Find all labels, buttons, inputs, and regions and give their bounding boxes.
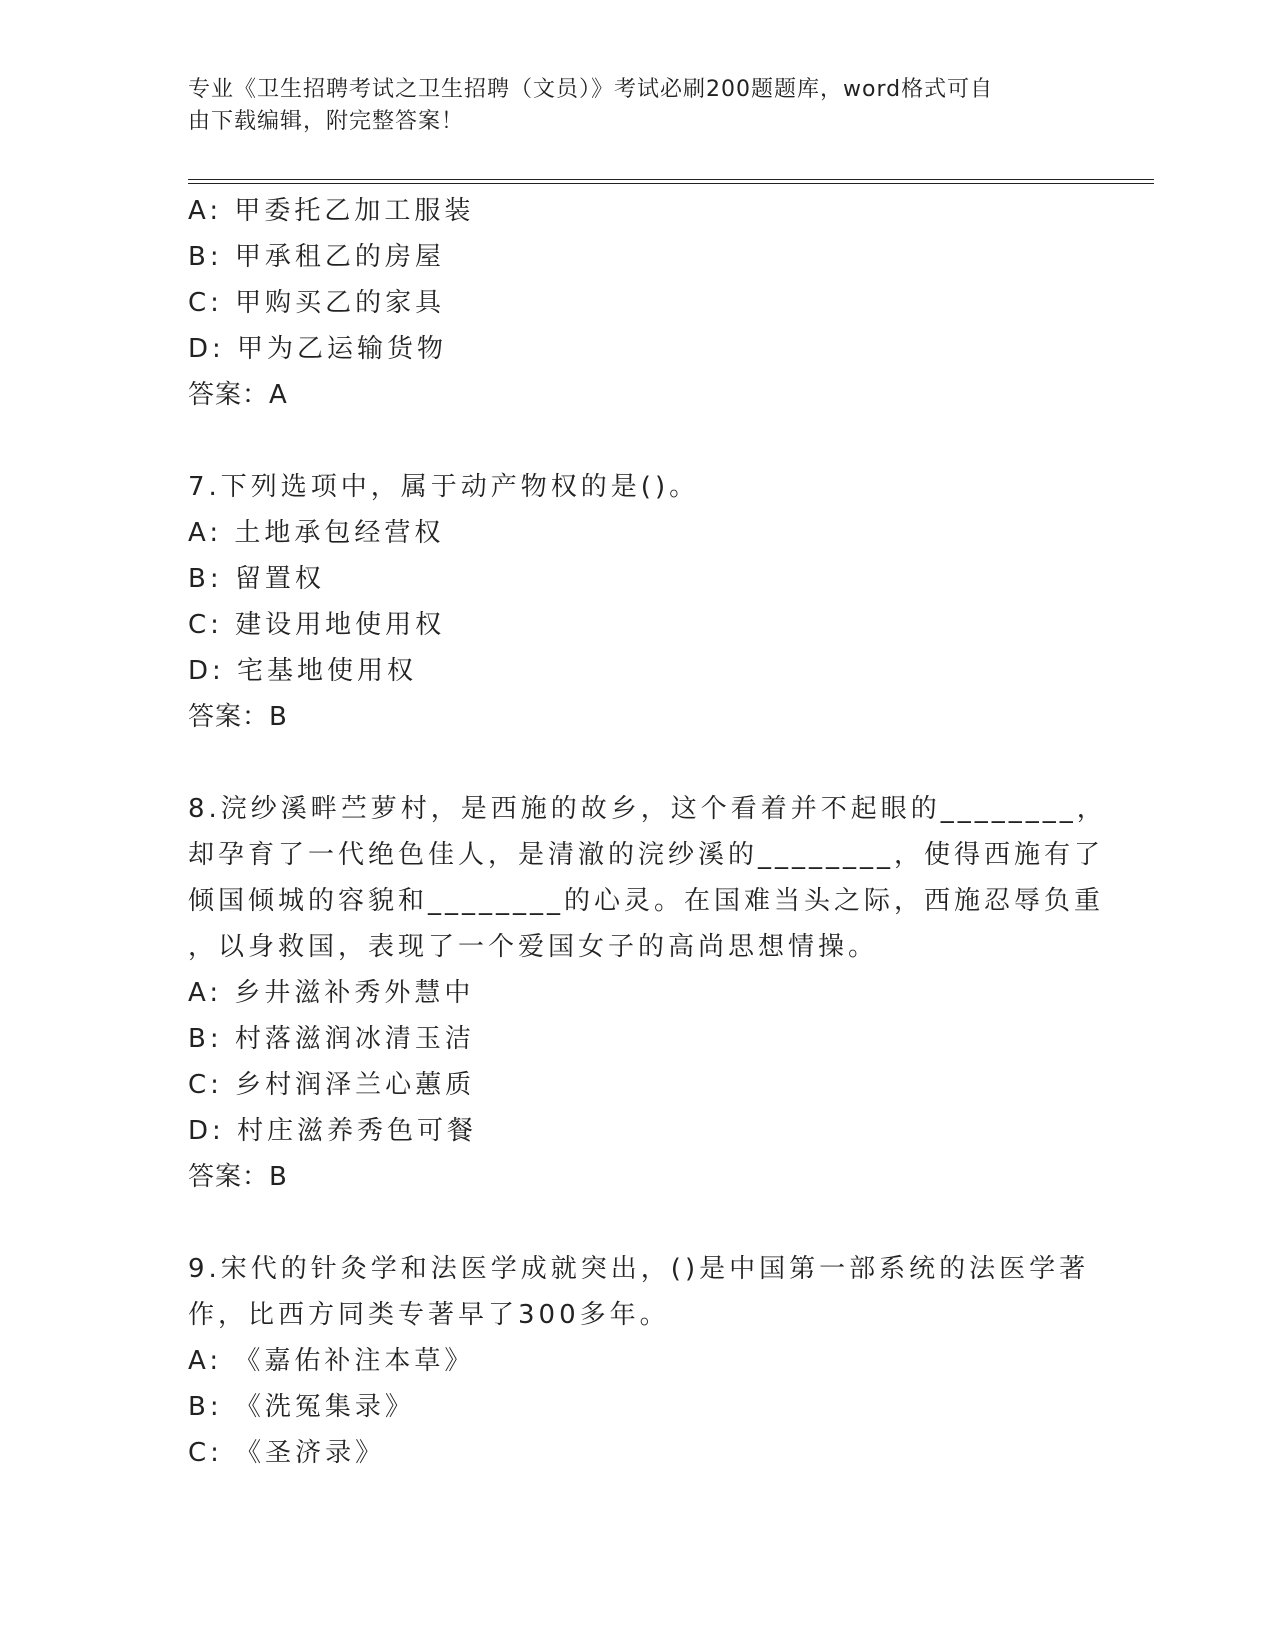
option-d: D: 宅基地使用权 xyxy=(188,656,418,686)
option-c: C: 建设用地使用权 xyxy=(188,610,446,640)
question-stem-line: 倾国倾城的容貌和________的心灵。在国难当头之际，西施忍辱负重 xyxy=(188,886,1105,916)
header-rule-bottom xyxy=(188,183,1154,184)
option-b: B: 村落滋润冰清玉洁 xyxy=(188,1024,475,1054)
answer-line: 答案：A xyxy=(188,380,288,410)
option-a: A: 《嘉佑补注本草》 xyxy=(188,1346,475,1376)
question-8 xyxy=(188,786,1107,1200)
option-b: B: 甲承租乙的房屋 xyxy=(188,242,445,272)
spacer xyxy=(188,418,1068,464)
question-stem-line: ，以身救国，表现了一个爱国女子的高尚思想情操。 xyxy=(188,932,879,962)
option-d: D: 甲为乙运输货物 xyxy=(188,334,448,364)
option-b: B: 《洗冤集录》 xyxy=(188,1392,415,1422)
header-line-2: 由下载编辑，附完整答案！ xyxy=(188,109,465,134)
question-stem-line: 却孕育了一代绝色佳人，是清澈的浣纱溪的________，使得西施有了 xyxy=(188,840,1105,870)
question-stem-line: 作，比西方同类专著早了300多年。 xyxy=(188,1300,670,1330)
question-list xyxy=(188,188,1107,1476)
header-rule-top xyxy=(188,179,1154,180)
option-a: A: 土地承包经营权 xyxy=(188,518,445,548)
option-b: B: 留置权 xyxy=(188,564,325,594)
document-header xyxy=(188,74,1068,138)
option-d: D: 村庄滋养秀色可餐 xyxy=(188,1116,478,1146)
question-stem-line: 9.宋代的针灸学和法医学成就突出，()是中国第一部系统的法医学著 xyxy=(188,1254,1090,1284)
spacer xyxy=(188,1200,1068,1246)
answer-line: 答案：B xyxy=(188,1162,288,1192)
option-c: C: 甲购买乙的家具 xyxy=(188,288,446,318)
answer-line: 答案：B xyxy=(188,702,288,732)
header-line-1: 专业《卫生招聘考试之卫生招聘（文员）》考试必刷200题题库，word格式可自 xyxy=(188,77,994,102)
question-stem-line: 8.浣纱溪畔苎萝村，是西施的故乡，这个看着并不起眼的________， xyxy=(188,794,1107,824)
spacer xyxy=(188,740,1068,786)
question-7 xyxy=(188,464,1068,740)
option-a: A: 甲委托乙加工服装 xyxy=(188,196,475,226)
option-a: A: 乡井滋补秀外慧中 xyxy=(188,978,475,1008)
question-stem: 7.下列选项中，属于动产物权的是()。 xyxy=(188,472,700,502)
option-c: C: 《圣济录》 xyxy=(188,1438,386,1468)
question-9 xyxy=(188,1246,1090,1476)
option-c: C: 乡村润泽兰心蕙质 xyxy=(188,1070,476,1100)
question-6-continued xyxy=(188,188,1068,418)
